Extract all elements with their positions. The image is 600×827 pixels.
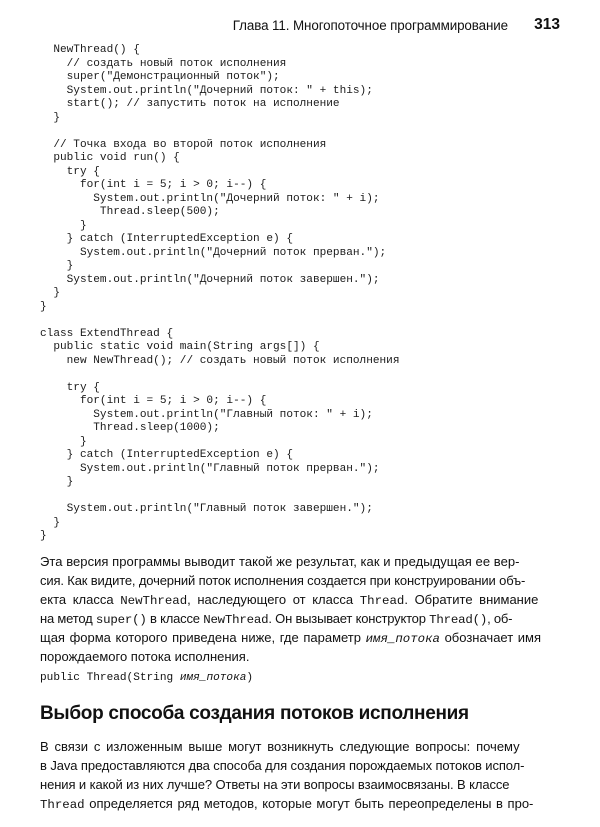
- code-line: new NewThread(); // создать новый поток исполнения: [40, 354, 400, 367]
- inline-code-thread-ctor: Thread(): [429, 613, 488, 627]
- inline-code-newthread: NewThread: [120, 594, 188, 608]
- code-line: } catch (InterruptedException e) {: [40, 233, 293, 245]
- code-line: try {: [40, 381, 100, 394]
- text-line: [40, 609, 560, 628]
- inline-code-newthread: NewThread: [203, 613, 269, 627]
- code-line: System.out.println("Главный поток: " + i);: [40, 408, 373, 421]
- code-line: super("Демонстрационный поток");: [40, 71, 280, 83]
- text-run: в классе: [146, 611, 204, 626]
- text-run: сия. Как видите, дочерний поток исполнения создается при конструировании объ-: [40, 573, 526, 588]
- text-line: [40, 628, 560, 647]
- code-line: System.out.println("Дочерний поток: " + i);: [40, 192, 380, 205]
- section-heading: Выбор способа создания потоков исполнения: [40, 703, 469, 724]
- code-line: }: [40, 111, 60, 124]
- text-run: В связи с изложенным выше могут возникнуть следующие вопросы: почему: [40, 739, 520, 754]
- code-line: }: [40, 219, 87, 232]
- inline-code-super: super(): [95, 613, 147, 627]
- page-number: 313: [534, 16, 560, 33]
- code-line: NewThread() {: [40, 44, 140, 56]
- code-line: System.out.println("Дочерний поток прерван.");: [40, 246, 387, 259]
- code-line: System.out.println("Дочерний поток: " + this);: [40, 84, 373, 97]
- text-run: . Он вызывает конструктор: [268, 611, 430, 626]
- code-line: class ExtendThread {: [40, 327, 174, 340]
- inline-param-name: имя_потока: [365, 632, 440, 646]
- paragraph-explanation: [40, 552, 560, 666]
- inline-code-thread: Thread: [359, 594, 405, 608]
- signature-param: имя_потока: [179, 672, 247, 684]
- code-line: // создать новый поток исполнения: [40, 57, 287, 70]
- text-run: Эта версия программы выводит такой же результат, как и предыдущая ее вер-: [40, 554, 520, 569]
- chapter-title: Глава 11. Многопоточное программирование: [232, 18, 508, 33]
- text-line: [40, 756, 560, 775]
- code-line: Thread.sleep(500);: [40, 206, 220, 218]
- text-run: , об-: [487, 611, 513, 626]
- text-line: [40, 775, 560, 794]
- code-line: [40, 490, 400, 504]
- code-line: }: [40, 260, 74, 272]
- text-run: порождаемого потока исполнения.: [40, 649, 250, 664]
- code-line: System.out.println("Главный поток прерван.");: [40, 462, 380, 475]
- text-line: [40, 737, 560, 756]
- code-line: [40, 314, 400, 328]
- code-line: public static void main(String args[]) {: [40, 341, 320, 353]
- text-run: определяется ряд методов, которые могут быть переопределены в про-: [84, 796, 534, 811]
- code-line: }: [40, 530, 47, 542]
- inline-code-thread: Thread: [40, 798, 85, 812]
- code-line: }: [40, 287, 60, 299]
- code-line: // Точка входа во второй поток исполнения: [40, 138, 327, 151]
- text-run: нения и какой из них лучше? Ответы на эти вопросы взаимосвязаны. В классе: [40, 777, 510, 792]
- text-line: [40, 552, 560, 571]
- running-header: [0, 16, 560, 38]
- code-line: [40, 368, 400, 382]
- code-line: System.out.println("Дочерний поток завершен.");: [40, 273, 380, 286]
- code-line: } catch (InterruptedException e) {: [40, 449, 293, 461]
- code-line: }: [40, 435, 87, 448]
- code-line: start(); // запустить поток на исполнение: [40, 98, 340, 110]
- signature-suffix: ): [246, 672, 254, 684]
- code-line: System.out.println("Главный поток завершен.");: [40, 503, 373, 515]
- constructor-signature: [40, 672, 253, 684]
- text-line: [40, 590, 560, 609]
- code-line: for(int i = 5; i > 0; i--) {: [40, 395, 267, 407]
- code-line: Thread.sleep(1000);: [40, 422, 220, 434]
- signature-prefix: public Thread(String: [40, 672, 180, 684]
- text-run: на метод: [40, 611, 96, 626]
- code-line: }: [40, 516, 60, 529]
- code-line: }: [40, 300, 47, 313]
- text-run: . Обратите внимание: [404, 592, 539, 607]
- paragraph-section-intro: [40, 737, 560, 813]
- text-line: [40, 571, 560, 590]
- text-run: , наследующего от класса: [187, 592, 360, 607]
- code-line: public void run() {: [40, 152, 180, 164]
- code-line: try {: [40, 165, 100, 178]
- text-run: екта класса: [40, 592, 121, 607]
- text-run: щая форма которого приведена ниже, где параметр: [40, 630, 366, 645]
- text-run: обозначает имя: [439, 630, 542, 645]
- text-line: [40, 794, 560, 813]
- code-line: }: [40, 476, 74, 488]
- code-line: for(int i = 5; i > 0; i--) {: [40, 179, 267, 191]
- text-line: [40, 647, 560, 666]
- code-line: [40, 125, 400, 139]
- code-listing: [40, 44, 400, 544]
- text-run: в Java предоставляются два способа для создания порождаемых потоков испол-: [40, 758, 525, 773]
